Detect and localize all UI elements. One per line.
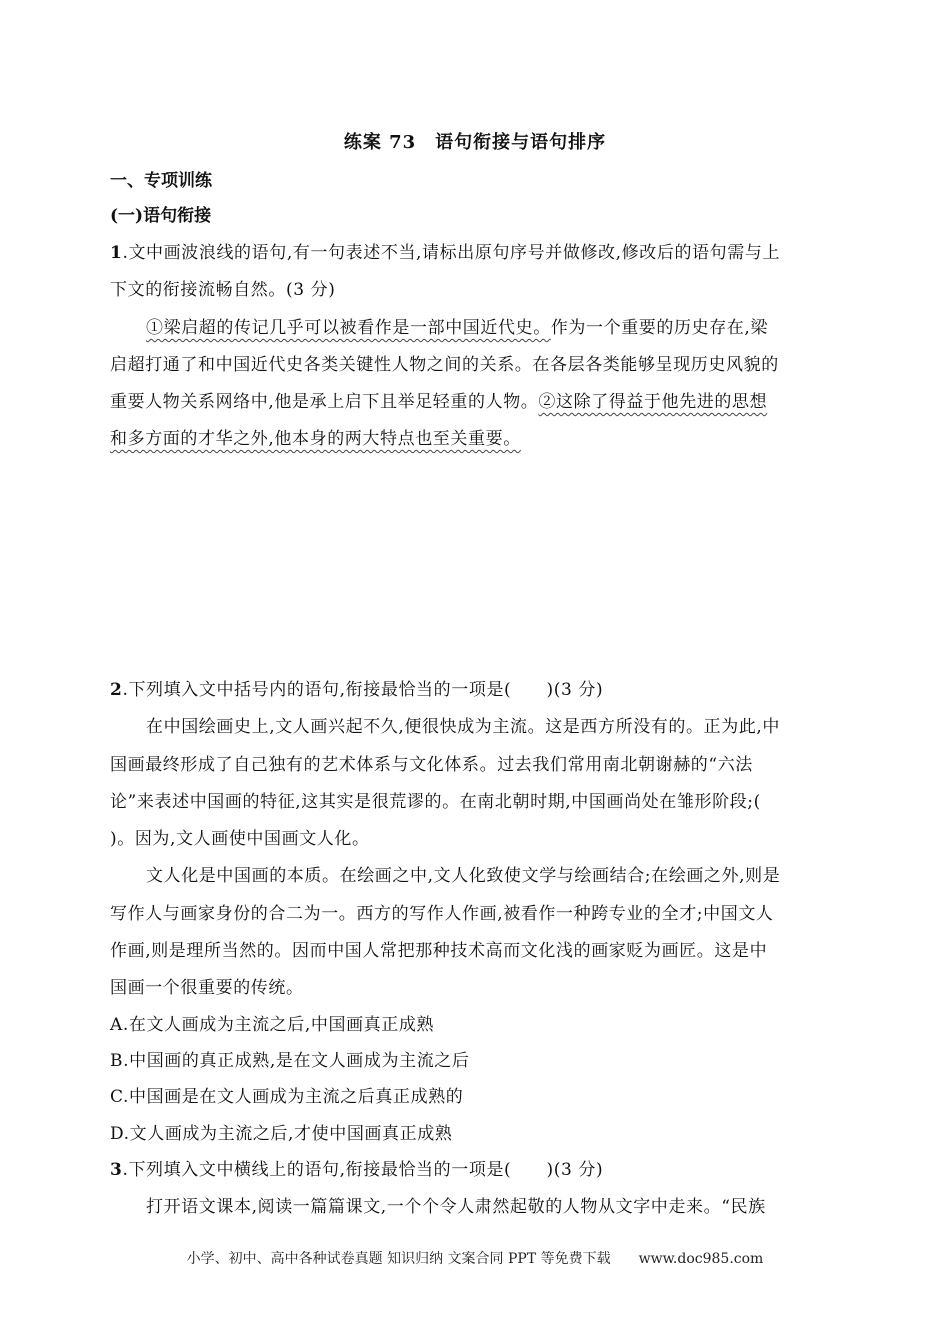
- q2-option-a: A.在文人画成为主流之后,中国画真正成熟: [110, 1015, 435, 1035]
- q2-option-b: B.中国画的真正成熟,是在文人画成为主流之后: [110, 1051, 470, 1071]
- q2-stem-text: .下列填入文中括号内的语句,衔接最恰当的一项是( )(3 分): [122, 680, 604, 700]
- q1-passage-text: 重要人物关系网络中,他是承上启下且举足轻重的人物。: [110, 392, 539, 412]
- q3-passage-line-1: 打开语文课本,阅读一篇篇课文,一个个令人肃然起敬的人物从文字中走来。“民族: [146, 1197, 766, 1217]
- q1-passage-line-1: [146, 313, 768, 338]
- page-title: 练案 73 语句衔接与语句排序: [343, 132, 607, 153]
- q1-stem-text: .文中画波浪线的语句,有一句表述不当,请标出原句序号并做修改,修改后的语句需与上: [122, 243, 781, 263]
- q1-wavy-sentence-1: ①梁启超的传记几乎可以被看作是一部中国近代史。: [146, 318, 551, 338]
- q2-para1-line-3: 论”来表述中国画的特征,这其实是很荒谬的。在南北朝时期,中国画尚处在雏形阶段;(: [110, 792, 761, 812]
- section-heading: 一、专项训练: [110, 171, 212, 191]
- q1-passage-text: 作为一个重要的历史存在,梁: [550, 318, 769, 338]
- page-footer: 小学、初中、高中各种试卷真题 知识归纳 文案合同 PPT 等免费下载 www.doc985.com: [186, 1251, 764, 1267]
- q1-stem-line-2: 下文的衔接流畅自然。(3 分): [110, 280, 336, 300]
- q2-para1-line-4: )。因为,文人画使中国画文人化。: [110, 829, 370, 849]
- q3-number: 3: [110, 1160, 123, 1180]
- q1-passage-line-2: 启超打通了和中国近代史各类关键性人物之间的关系。在各层各类能够呈现历史风貌的: [110, 355, 779, 375]
- q2-para1-line-1: 在中国绘画史上,文人画兴起不久,便很快成为主流。这是西方所没有的。正为此,中: [146, 717, 781, 737]
- subsection-heading: (一)语句衔接: [110, 206, 212, 226]
- q2-para2-line-2: 写作人与画家身份的合二为一。西方的写作人作画,被看作一种跨专业的全才;中国文人: [110, 904, 774, 924]
- q2-option-d: D.文人画成为主流之后,才使中国画真正成熟: [110, 1124, 453, 1144]
- q2-para1-line-2: 国画最终形成了自己独有的艺术体系与文化体系。过去我们常用南北朝谢赫的“六法: [110, 755, 753, 775]
- q2-number: 2: [110, 680, 123, 700]
- q1-wavy-sentence-2-cont: 和多方面的才华之外,他本身的两大特点也至关重要。: [110, 429, 521, 449]
- q1-passage-line-4: [110, 424, 521, 449]
- q1-passage-line-3: [110, 387, 767, 412]
- q2-para2-line-4: 国画一个很重要的传统。: [110, 978, 304, 998]
- q1-wavy-sentence-2: ②这除了得益于他先进的思想: [538, 392, 768, 412]
- q3-stem-text: .下列填入文中横线上的语句,衔接最恰当的一项是( )(3 分): [122, 1160, 604, 1180]
- q1-number: 1: [110, 243, 123, 263]
- q2-option-c: C.中国画是在文人画成为主流之后真正成熟的: [110, 1087, 464, 1107]
- q2-stem: [110, 675, 603, 700]
- q1-stem-line-1: [110, 238, 780, 263]
- q2-para2-line-3: 作画,则是理所当然的。因而中国人常把那种技术高而文化浅的画家贬为画匠。这是中: [110, 941, 768, 961]
- q2-para2-line-1: 文人化是中国画的本质。在绘画之中,文人化致使文学与绘画结合;在绘画之外,则是: [146, 866, 781, 886]
- q3-stem: [110, 1155, 603, 1180]
